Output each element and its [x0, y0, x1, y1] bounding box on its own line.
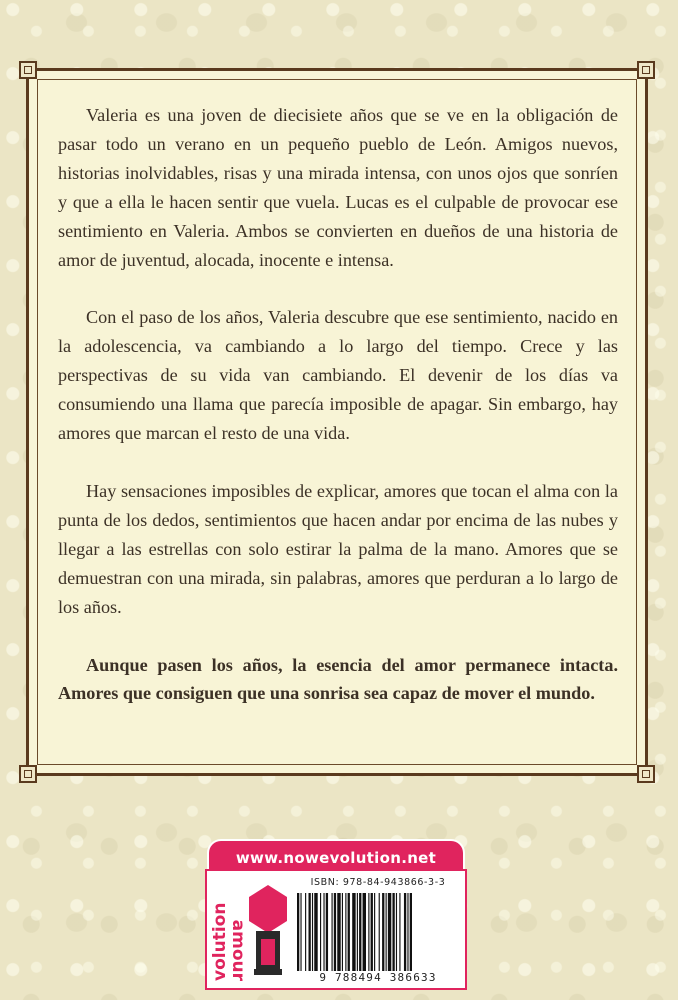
barcode-bar	[323, 893, 324, 971]
brand-subname: amour	[228, 919, 248, 981]
barcode-bar	[359, 893, 361, 971]
barcode-bar	[407, 893, 408, 971]
barcode-bar	[379, 893, 380, 971]
barcode-bar	[396, 893, 397, 971]
barcode-bar	[357, 893, 358, 971]
synopsis-text	[58, 101, 618, 737]
publisher-website: www.nowevolution.net	[235, 849, 437, 867]
barcode-bar	[374, 893, 375, 971]
brand-name: volution	[210, 902, 230, 981]
synopsis-paragraph: Valeria es una joven de diecisiete años que se ve en la obligación de pasar todo un verano en un pequeño pueblo de León. Amigos nuevos, historias inolvidables, risas y una mirada intensa, con unos ojos que sonríen y que a ella le hacen sentir que vuela. Lucas es el culpable de provocar ese sentimiento en Valeria. Ambos se convierten en dueños de una historia de amor de juventud, alocada, inocente e intensa.	[58, 105, 618, 270]
mascot-figure-icon	[247, 883, 289, 981]
barcode-bar	[297, 893, 299, 971]
corner-ornament	[637, 765, 655, 783]
barcode-bar	[314, 893, 317, 971]
synopsis-paragraph: Con el paso de los años, Valeria descubre que ese sentimiento, nacido en la adolescencia, va cambiando a lo largo del tiempo. Crece y las perspectivas de su vida van cambiando. El devenir de los días va consumiendo una llama que parecía imposible de apagar. Sin embargo, hay amores que marcan el resto de una vida.	[58, 307, 618, 444]
barcode-bar	[309, 893, 311, 971]
barcode-bar	[348, 893, 350, 971]
synopsis-paragraph: Hay sensaciones imposibles de explicar, amores que tocan el alma con la punta de los dedos, sentimientos que hacen andar por encima de las nubes y llegar a las estrellas con solo estirar la palma de la mano. Amores que se demuestran con una mirada, sin palabras, amores que perduran a lo largo de los años.	[58, 480, 618, 617]
barcode-bar	[382, 893, 384, 971]
corner-ornament	[637, 61, 655, 79]
barcode-label	[205, 869, 467, 990]
barcode-bar	[388, 893, 391, 971]
barcode-bar	[320, 893, 321, 971]
barcode-bar	[312, 893, 313, 971]
barcode-bar	[337, 893, 340, 971]
barcode	[295, 893, 461, 971]
barcode-bar	[399, 893, 400, 971]
closing-statement: Aunque pasen los años, la esencia del amor permanece intacta. Amores que consiguen que una sonrisa sea capaz de mover el mundo.	[58, 654, 618, 704]
barcode-bar	[342, 893, 343, 971]
barcode-bar	[345, 893, 346, 971]
corner-ornament	[19, 765, 37, 783]
barcode-bar	[326, 893, 328, 971]
barcode-number: 9 788494 386633	[319, 971, 437, 984]
barcode-bar	[371, 893, 373, 971]
barcode-bar	[300, 893, 301, 971]
barcode-bar	[404, 893, 406, 971]
corner-ornament	[19, 61, 37, 79]
barcode-bar	[368, 893, 369, 971]
barcode-bar	[386, 893, 387, 971]
barcode-bar	[334, 893, 336, 971]
barcode-bar	[392, 893, 394, 971]
barcode-bar	[332, 893, 333, 971]
barcode-bar	[363, 893, 366, 971]
publisher-logo	[212, 881, 246, 981]
barcode-bar	[352, 893, 355, 971]
isbn-text: ISBN: 978-84-943866-3-3	[310, 877, 446, 888]
barcode-bar	[305, 893, 306, 971]
barcode-bar	[410, 893, 412, 971]
